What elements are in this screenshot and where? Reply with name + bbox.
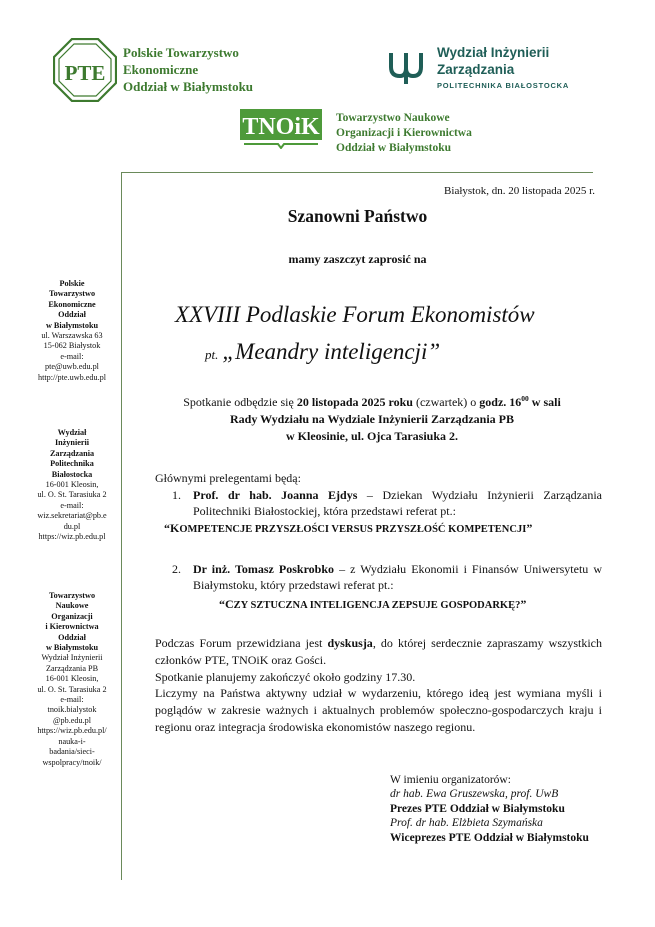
tnoik-logo bbox=[240, 109, 322, 149]
salutation: Szanowni Państwo bbox=[287, 206, 428, 226]
svg-text:TNOiK: TNOiK bbox=[242, 114, 320, 140]
wiz-email-link-cont[interactable]: du.pl bbox=[63, 521, 81, 531]
tnoik-website-link[interactable]: https://wiz.pb.edu.pl/ bbox=[37, 726, 107, 736]
pte-website-link[interactable]: http://pte.uwb.edu.pl bbox=[38, 372, 106, 382]
talk-title: “CZY SZTUCZNA INTELIGENCJA ZEPSUJE GOSPODARKĘ?” bbox=[219, 597, 527, 611]
speakers-heading: Głównymi prelegentami będą: bbox=[155, 471, 301, 485]
forum-name: XXVIII Podlaskie Forum Ekonomistów bbox=[175, 302, 535, 327]
pte-logo bbox=[53, 38, 117, 102]
sidebar-divider bbox=[121, 172, 122, 880]
forum-title: pt. „Meandry inteligencji” bbox=[205, 339, 441, 364]
speaker-item: 2. Dr inż. Tomasz Poskrobko – z Wydziału Ekonomii i Finansów Uniwersytetu w Białymstoku, który przedstawi referat pt.: bbox=[172, 562, 602, 592]
body-paragraph: Podczas Forum przewidziana jest dyskusja, do której serdecznie zapraszamy wszystkich członków PTE, TNOiK oraz Gości. Spotkanie planujemy zakończyć około godziny 17.30. Liczymy na Państwa aktywny udział w wydarzeniu, którego ideą jest wymiana myśli i poglądów w zakresie ważnych i aktualnych problemów społeczno-gospodarczych kraju i regionu oraz integracja środowiska ekonomistów naszego regionu. bbox=[155, 636, 603, 734]
wiz-org-name: Wydział Inżynierii Zarządzania POLITECHNIKA BIAŁOSTOCKA bbox=[437, 45, 570, 90]
speaker-item: 1. Prof. dr hab. Joanna Ejdys – Dziekan Wydziału Inżynierii Zarządzania Politechniki Białostockiej, która przedstawi referat pt.: bbox=[172, 488, 602, 518]
pte-email-link[interactable]: pte@uwb.edu.pl bbox=[45, 362, 99, 372]
wiz-website-link[interactable]: https://wiz.pb.edu.pl bbox=[38, 532, 106, 542]
tnoik-website-link-cont2[interactable]: badania/sieci- bbox=[49, 747, 95, 757]
sidebar-pte-contact: Polskie Towarzystwo Ekonomiczne Oddział w Białymstoku ul. Warszawska 63 15-062 Białystok e-mail: pte@uwb.edu.pl http://pte.uwb.edu.pl bbox=[26, 279, 118, 383]
signature-block: W imieniu organizatorów: dr hab. Ewa Gruszewska, prof. UwB Prezes PTE Oddział w Białymstoku Prof. dr hab. Elżbieta Szymańska Wiceprezes PTE Oddział w Białymstoku bbox=[390, 774, 589, 844]
invite-line: mamy zaszczyt zaprosić na bbox=[288, 252, 427, 266]
tnoik-website-link-cont1[interactable]: nauka-i- bbox=[58, 736, 86, 746]
tnoik-website-link-cont3[interactable]: wspolpracy/tnoik/ bbox=[42, 757, 102, 767]
talk-title: “KOMPETENCJE PRZYSZŁOŚCI VERSUS PRZYSZŁOŚĆ KOMPETENCJI” bbox=[164, 521, 533, 535]
letter-date: Białystok, dn. 20 listopada 2025 r. bbox=[444, 185, 595, 197]
tnoik-email-link-cont[interactable]: @pb.edu.pl bbox=[52, 715, 91, 725]
wiz-logo bbox=[386, 45, 426, 85]
meeting-info: Spotkanie odbędzie się 20 listopada 2025 roku (czwartek) o godz. $16^{00}$ w sali Rady Wydziału na Wydziale Inżynierii Zarządzania PB w Kleosinie, ul. Ojca Tarasiuka 2. bbox=[183, 394, 561, 443]
tnoik-email-link[interactable]: tnoik.bialystok bbox=[47, 705, 97, 715]
wiz-email-link[interactable]: wiz.sekretariat@pb.e bbox=[37, 511, 107, 521]
svg-text:PTE: PTE bbox=[64, 61, 106, 85]
sidebar-wiz-contact: Wydział Inżynierii Zarządzania Politechnika Białostocka 16-001 Kleosin, ul. O. St. Tarasiuka 2 e-mail: wiz.sekretariat@pb.e du.pl https://wiz.pb.edu.pl bbox=[26, 428, 118, 542]
sidebar-tnoik-contact: Towarzystwo Naukowe Organizacji i Kierownictwa Oddział w Białymstoku Wydział Inżynierii Zarządzania PB 16-001 Kleosin, ul. O. St. Tarasiuka 2 e-mail: tnoik.bialystok @pb.edu.pl https://wiz.pb.edu.pl/ nauka-i- badania/sieci- wspolpracy/tnoik/ bbox=[26, 591, 118, 768]
tnoik-org-name: Towarzystwo Naukowe Organizacji i Kierownictwa Oddział w Białymstoku bbox=[336, 112, 472, 154]
pte-org-name: Polskie Towarzystwo Ekonomiczne Oddział w Białymstoku bbox=[123, 45, 254, 94]
header-divider bbox=[121, 172, 593, 173]
